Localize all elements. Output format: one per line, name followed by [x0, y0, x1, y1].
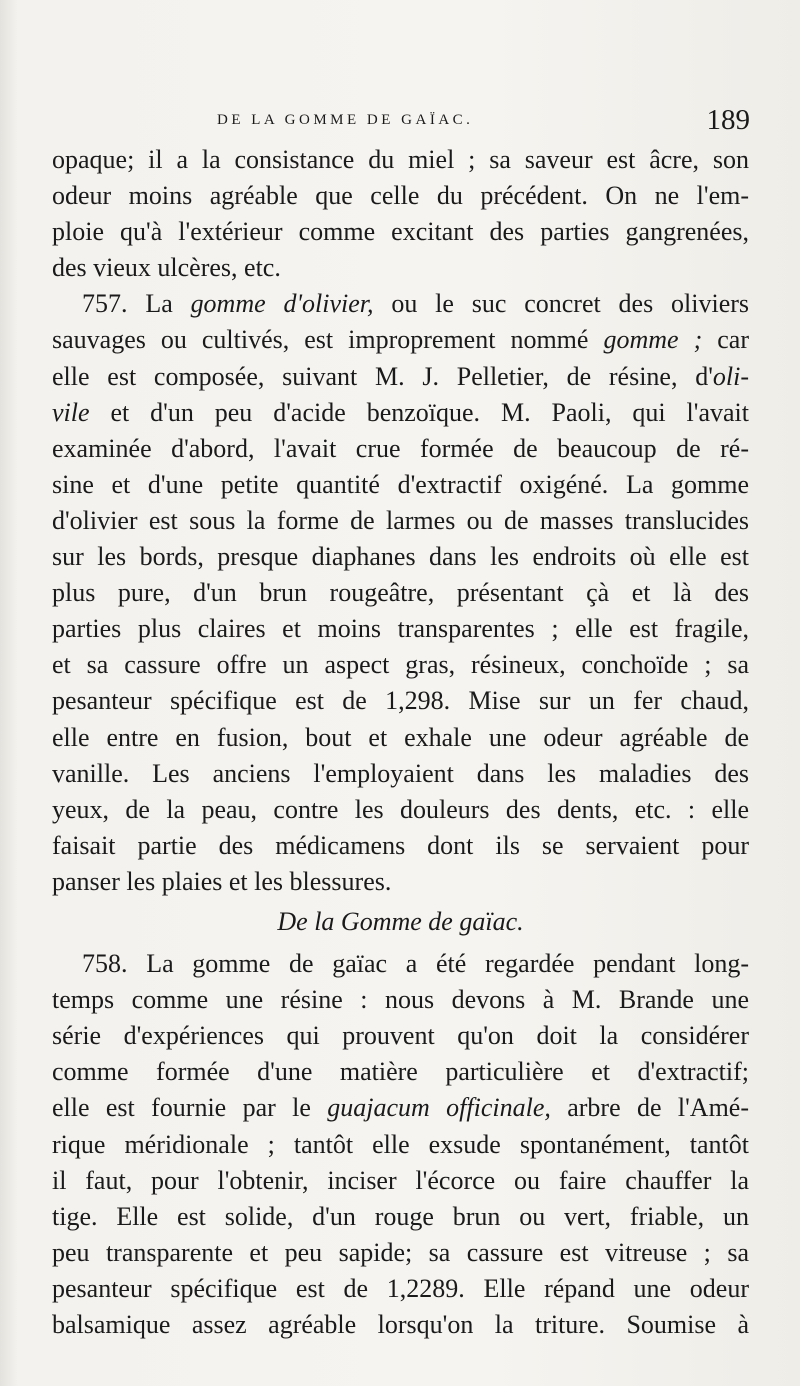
text-line: pesanteur spécifique est de 1,2289. Elle répand une odeur — [52, 1273, 749, 1303]
text-fragment: elle est composée, suivant M. J. Pelletier, de résine, d' — [52, 361, 713, 391]
section-title: De la Gomme de gaïac. — [277, 906, 524, 936]
text-line: opaque; il a la consistance du miel ; sa saveur est âcre, son — [52, 145, 749, 174]
text-line: parties plus claires et moins transparentes ; elle est fragile, — [52, 614, 749, 644]
page-number: 189 — [706, 104, 750, 136]
paragraph-758 — [52, 946, 749, 1343]
text-line: comme formée d'une matière particulière et d'extractif; — [52, 1057, 749, 1087]
text-line: d'olivier est sous la forme de larmes ou de masses translucides — [52, 505, 749, 535]
text-line — [52, 322, 749, 358]
text-line: il faut, pour l'obtenir, inciser l'écorce ou faire chauffer la — [52, 1165, 749, 1195]
italic-term: guajacum officinale, — [327, 1093, 551, 1123]
text-line: sur les bords, presque diaphanes dans les endroits où elle est — [52, 542, 749, 572]
italic-term: oli- — [712, 361, 749, 391]
text-line: elle entre en fusion, bout et exhale une odeur agréable de — [52, 722, 749, 752]
text-fragment: ou le suc concret des oliviers — [373, 289, 750, 319]
text-line — [52, 395, 749, 431]
text-line: temps comme une résine : nous devons à M. Brande une — [52, 985, 749, 1015]
text-line: balsamique assez agréable lorsqu'on la triture. Soumise à — [52, 1310, 749, 1339]
text-line: et sa cassure offre un aspect gras, résineux, conchoïde ; sa — [52, 650, 749, 680]
text-line: des vieux ulcères, etc. — [52, 253, 281, 283]
text-line: vanille. Les anciens l'employaient dans les maladies des — [52, 758, 749, 788]
text-fragment: elle est fournie par le — [52, 1093, 328, 1123]
italic-term: gomme ; — [603, 325, 703, 355]
text-fragment: 757. La — [82, 289, 191, 319]
text-fragment: car — [702, 325, 749, 355]
text-line: peu transparente et peu sapide; sa cassure est vitreuse ; sa — [52, 1237, 749, 1267]
text-line: plus pure, d'un brun rougeâtre, présentant çà et là des — [52, 578, 749, 608]
paragraph-continuation — [52, 142, 749, 286]
running-title: DE LA GOMME DE GAÏAC. — [217, 112, 474, 128]
text-fragment: arbre de l'Amé- — [550, 1093, 750, 1123]
italic-term: vile — [52, 397, 90, 427]
text-line — [52, 359, 749, 395]
text-line: examinée d'abord, l'avait crue formée de beaucoup de ré- — [52, 433, 749, 463]
page-header — [52, 104, 752, 138]
text-line: 758. La gomme de gaïac a été regardée pendant long- — [82, 949, 749, 979]
text-line — [52, 1090, 749, 1126]
text-line: yeux, de la peau, contre les douleurs des dents, etc. : elle — [52, 794, 749, 824]
text-fragment: et d'un peu d'acide benzoïque. M. Paoli, qui l'avait — [89, 397, 749, 427]
text-line: tige. Elle est solide, d'un rouge brun ou vert, friable, un — [52, 1201, 749, 1231]
text-line: rique méridionale ; tantôt elle exsude spontanément, tantôt — [52, 1129, 749, 1159]
text-line: ploie qu'à l'extérieur comme excitant des parties gangrenées, — [52, 217, 749, 247]
text-line — [52, 286, 749, 322]
text-line: série d'expériences qui prouvent qu'on doit la considérer — [52, 1021, 749, 1051]
text-line: pesanteur spécifique est de 1,298. Mise sur un fer chaud, — [52, 686, 749, 716]
text-line: odeur moins agréable que celle du précédent. On ne l'em- — [52, 181, 749, 211]
text-fragment: sauvages ou cultivés, est improprement nommé — [52, 325, 604, 355]
text-line: sine et d'une petite quantité d'extractif oxigéné. La gomme — [52, 469, 749, 499]
page-body — [52, 142, 749, 1343]
text-line: panser les plaies et les blessures. — [52, 866, 392, 896]
italic-term: gomme d'olivier, — [190, 289, 374, 319]
paragraph-757 — [52, 286, 749, 900]
text-line: faisait partie des médicamens dont ils se servaient pour — [52, 830, 749, 860]
